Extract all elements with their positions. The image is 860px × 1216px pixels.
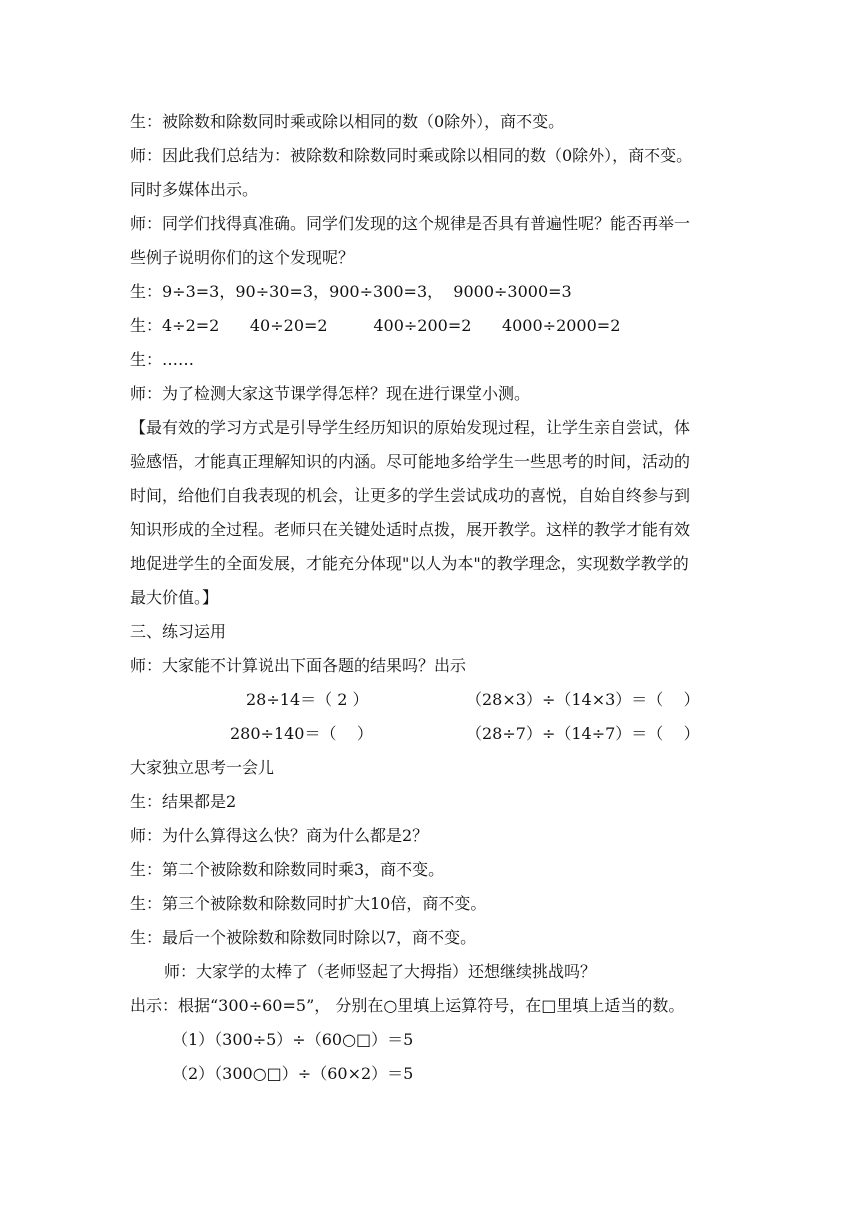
text-line: 生：最后一个被除数和除数同时除以7，商不变。	[130, 928, 477, 947]
text-line: 师：大家能不计算说出下面各题的结果吗？出示	[130, 656, 467, 675]
exercise-item: 28÷14＝（ 2 ）	[246, 690, 369, 709]
text-line: 出示：根据“300÷60=5”， 分别在○里填上运算符号，在□里填上适当的数。	[130, 996, 685, 1015]
text-line: 师：同学们找得真准确。同学们发现的这个规律是否具有普遍性呢？能否再举一	[130, 214, 691, 233]
text-line: 师：大家学的太棒了（老师竖起了大拇指）还想继续挑战吗？	[164, 962, 597, 981]
text-line: 些例子说明你们的这个发现呢？	[130, 248, 355, 267]
text-line: 同时多媒体出示。	[130, 180, 259, 199]
text-line: 生：第二个被除数和除数同时乘3，商不变。	[130, 860, 445, 879]
text-line: 生：结果都是2	[130, 792, 237, 811]
exercise-item: （1）（300÷5）÷（60○□）＝5	[172, 1030, 414, 1049]
text-line: 最大价值。】	[130, 588, 219, 607]
text-line: 【最有效的学习方式是引导学生经历知识的原始发现过程，让学生亲自尝试，体	[130, 418, 691, 437]
text-line: 师：因此我们总结为：被除数和除数同时乘或除以相同的数（0除外），商不变。	[130, 146, 693, 165]
text-line: 生：被除数和除数同时乘或除以相同的数（0除外），商不变。	[130, 112, 565, 131]
text-line: 生：4÷2=2 40÷20=2 400÷200=2 4000÷2000=2	[130, 316, 621, 335]
exercise-item: （28÷7）÷（14÷7）＝（ ）	[466, 724, 700, 743]
text-line: 生：……	[130, 350, 195, 369]
exercise-item: （28×3）÷（14×3）＝（ ）	[466, 690, 700, 709]
exercise-item: 280÷140＝（ ）	[230, 724, 373, 743]
text-line: 知识形成的全过程。老师只在关键处适时点拨，展开教学。这样的教学才能有效	[130, 520, 691, 539]
section-heading: 三、练习运用	[130, 622, 227, 641]
text-line: 师：为了检测大家这节课学得怎样？现在进行课堂小测。	[130, 384, 531, 403]
text-line: 大家独立思考一会儿	[130, 758, 275, 777]
text-line: 师：为什么算得这么快？商为什么都是2？	[130, 826, 429, 845]
text-line: 生：第三个被除数和除数同时扩大10倍，商不变。	[130, 894, 487, 913]
exercise-item: （2）（300○□）÷（60×2）＝5	[172, 1064, 414, 1083]
text-line: 时间，给他们自我表现的机会，让更多的学生尝试成功的喜悦，自始自终参与到	[130, 486, 691, 505]
text-line: 验感悟，才能真正理解知识的内涵。尽可能地多给学生一些思考的时间，活动的	[130, 452, 691, 471]
text-line: 生：9÷3=3，90÷30=3，900÷300=3， 9000÷3000=3	[130, 282, 572, 301]
text-line: 地促进学生的全面发展，才能充分体现"以人为本"的教学理念，实现数学教学的	[130, 554, 689, 573]
